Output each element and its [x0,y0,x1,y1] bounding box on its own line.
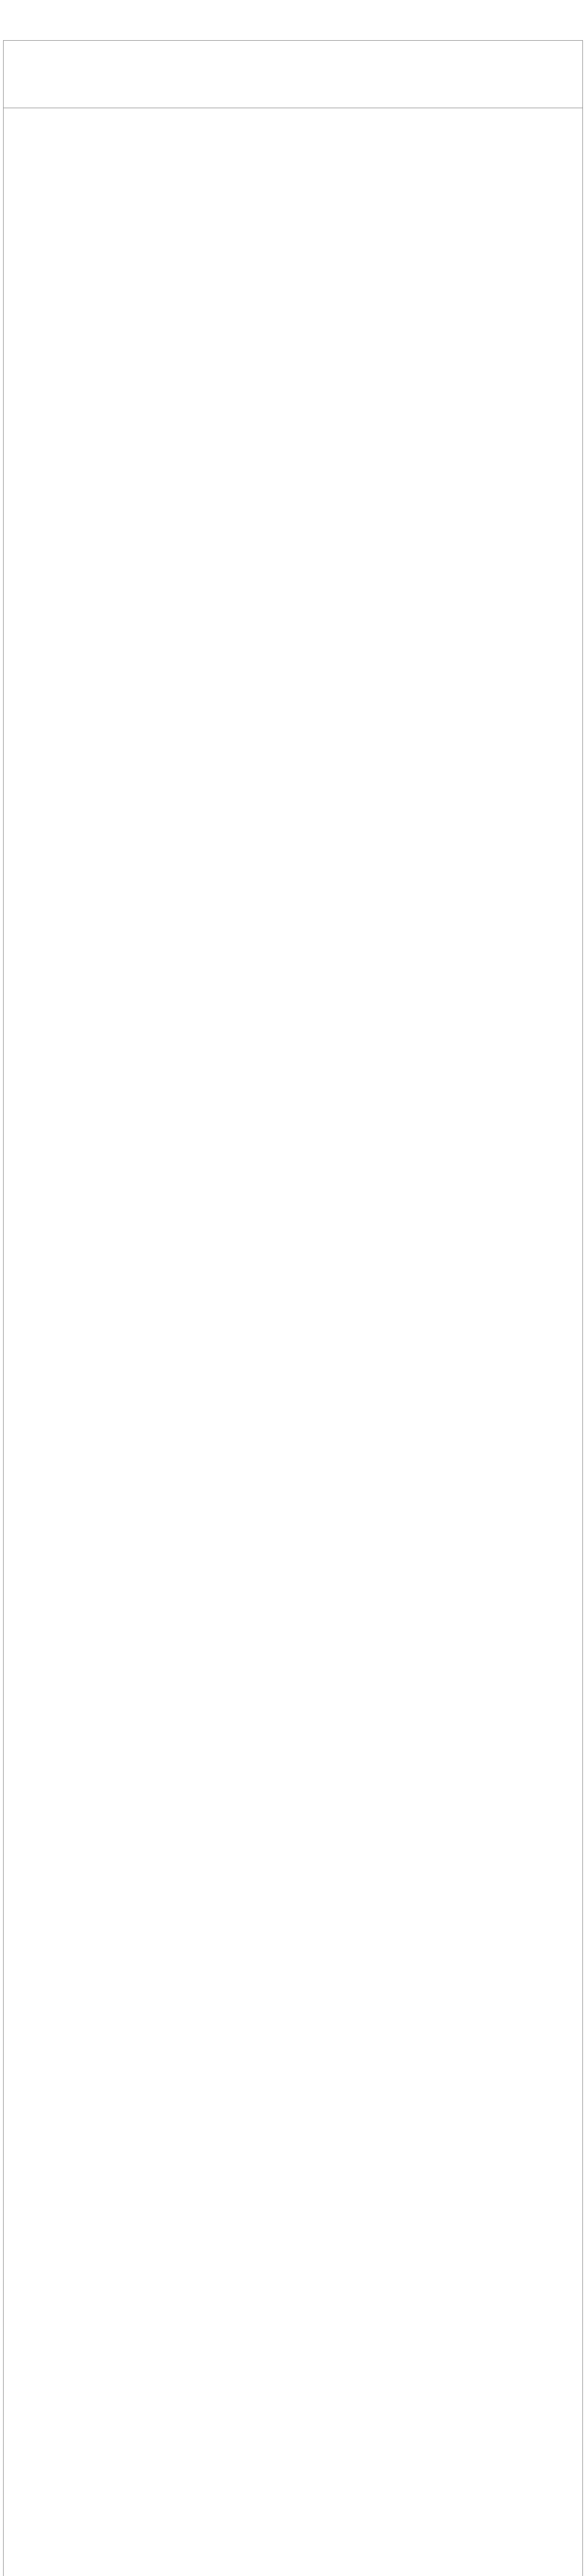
hotel-table [3,40,583,2576]
table-header-row [4,41,582,108]
